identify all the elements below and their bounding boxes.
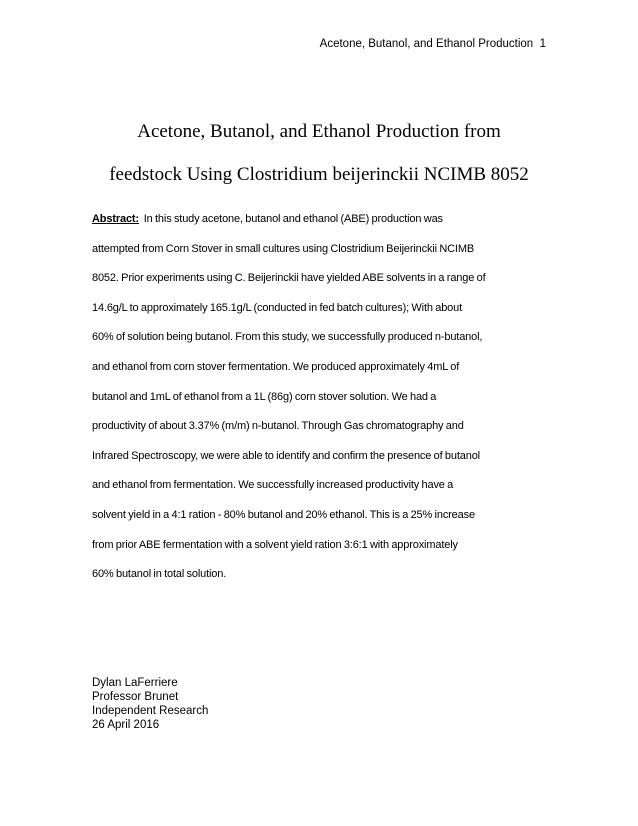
abstract-line: 60% butanol in total solution. — [92, 568, 227, 581]
abstract-line: from prior ABE fermentation with a solvent yield ration 3:6:1 with approximately — [92, 538, 458, 551]
abstract-line — [92, 205, 550, 235]
abstract-line: 60% of solution being butanol. From this study, we successfully produced n-butanol, — [92, 331, 483, 344]
running-head — [320, 38, 546, 50]
page-number: 1 — [539, 38, 546, 50]
running-head-text: Acetone, Butanol, and Ethanol Production — [319, 38, 534, 50]
abstract-line: attempted from Corn Stover in small cultures using Clostridium Beijerinckii NCIMB — [92, 242, 475, 255]
abstract-line: butanol and 1mL of ethanol from a 1L (86g) corn stover solution. We had a — [92, 390, 437, 403]
abstract-line: Infrared Spectroscopy, we were able to identify and confirm the presence of butanol — [92, 449, 480, 462]
abstract-paragraph — [92, 205, 550, 590]
abstract-line: solvent yield in a 4:1 ration - 80% butanol and 20% ethanol. This is a 25% increase — [92, 508, 475, 521]
advisor-name: Professor Brunet — [92, 691, 179, 703]
abstract-label: Abstract: — [92, 213, 139, 225]
abstract-line: 14.6g/L to approximately 165.1g/L (conducted in fed batch cultures); With about — [92, 301, 463, 314]
abstract-line: and ethanol from corn stover fermentation. We produced approximately 4mL of — [92, 360, 460, 373]
author-block — [92, 676, 208, 732]
abstract-line: 8052. Prior experiments using C. Beijerinckii have yielded ABE solvents in a range of — [92, 272, 486, 285]
document-date: 26 April 2016 — [92, 719, 160, 731]
abstract-line: and ethanol from fermentation. We successfully increased productivity have a — [92, 479, 454, 492]
course-name: Independent Research — [92, 705, 209, 717]
title-line-2: feedstock Using Clostridium beijerinckii NCIMB 8052 — [109, 164, 529, 185]
title-line-1: Acetone, Butanol, and Ethanol Production from — [137, 121, 501, 142]
abstract-line: productivity of about 3.37% (m/m) n-butanol. Through Gas chromatography and — [92, 420, 464, 433]
abstract-line-text: In this study acetone, butanol and ethanol (ABE) production was — [143, 213, 443, 225]
author-name: Dylan LaFerriere — [92, 677, 178, 689]
